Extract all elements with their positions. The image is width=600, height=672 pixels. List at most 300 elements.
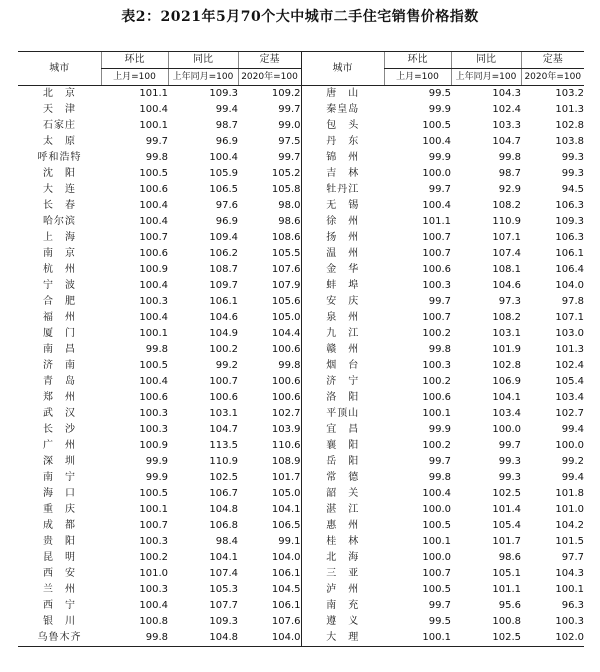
yoy-cell: 108.2: [492, 200, 521, 211]
base-cell: 102.0: [521, 630, 584, 647]
mom-cell: 100.6: [139, 248, 168, 259]
mom-cell: 100.3: [139, 584, 168, 595]
yoy-cell: 100.0: [492, 424, 521, 435]
mom-cell: 100.1: [384, 630, 451, 647]
city-name-cell: 太 原: [43, 136, 76, 147]
table-row: [18, 230, 584, 246]
yoy-cell: 100.2: [209, 344, 238, 355]
yoy-cell: 102.5: [209, 472, 238, 483]
table-row: [18, 294, 584, 310]
yoy-cell: 109.4: [209, 232, 238, 243]
base-cell: 99.3: [561, 152, 584, 163]
city-name-cell: 北 海: [301, 550, 384, 566]
yoy-cell: 106.7: [209, 488, 238, 499]
mom-cell: 99.8: [428, 344, 451, 355]
yoy-cell: 103.3: [492, 120, 521, 131]
yoy-cell: 104.8: [209, 504, 238, 515]
mom-cell: 100.3: [139, 536, 168, 547]
base-cell: 104.0: [238, 630, 301, 647]
yoy-cell: 108.7: [209, 264, 238, 275]
yoy-cell: 105.1: [492, 568, 521, 579]
city-name-cell: 成 都: [43, 520, 76, 531]
city-name-cell: 厦 门: [43, 328, 76, 339]
city-name-cell: 合 肥: [43, 296, 76, 307]
mom-cell: 100.6: [422, 392, 451, 403]
base-cell: 104.0: [555, 280, 584, 291]
mom-cell: 100.0: [422, 168, 451, 179]
city-name-cell: 青 岛: [43, 376, 76, 387]
city-name-cell: 长 春: [43, 200, 76, 211]
mom-cell: 100.2: [422, 376, 451, 387]
city-name-cell: 吉 林: [301, 166, 384, 182]
yoy-cell: 103.4: [492, 408, 521, 419]
city-name-cell: 济 宁: [301, 374, 384, 390]
city-name-cell: 泸 州: [301, 582, 384, 598]
mom-cell: 99.7: [428, 600, 451, 611]
mom-cell: 100.2: [139, 552, 168, 563]
table-row: [18, 438, 584, 454]
header-city-left: 城市: [18, 52, 101, 86]
table-row: [18, 118, 584, 134]
city-name-cell: 南 充: [301, 598, 384, 614]
base-cell: 107.9: [271, 280, 301, 291]
city-name-cell: 烟 台: [301, 358, 384, 374]
yoy-cell: 109.3: [209, 616, 238, 627]
mom-cell: 99.9: [145, 456, 168, 467]
table-row: [18, 502, 584, 518]
yoy-cell: 104.3: [492, 88, 521, 99]
city-name-cell: 丹 东: [301, 134, 384, 150]
yoy-cell: 100.7: [209, 376, 238, 387]
subheader-mom-left: 上月=100: [101, 69, 168, 86]
yoy-cell: 100.4: [209, 152, 238, 163]
base-cell: 103.9: [271, 424, 301, 435]
base-cell: 108.6: [271, 232, 301, 243]
mom-cell: 100.7: [422, 248, 451, 259]
city-name-cell: 金 华: [301, 262, 384, 278]
base-cell: 99.7: [278, 104, 301, 115]
city-name-cell: 西 宁: [43, 600, 76, 611]
mom-cell: 100.4: [422, 136, 451, 147]
yoy-cell: 98.4: [215, 536, 238, 547]
city-name-cell: 天 津: [43, 104, 76, 115]
yoy-cell: 105.9: [209, 168, 238, 179]
city-name-cell: 大 连: [43, 184, 76, 195]
mom-cell: 100.5: [139, 488, 168, 499]
city-name-cell: 扬 州: [301, 230, 384, 246]
mom-cell: 99.5: [428, 88, 451, 99]
yoy-cell: 104.6: [492, 280, 521, 291]
yoy-cell: 99.8: [498, 152, 521, 163]
yoy-cell: 106.1: [209, 296, 238, 307]
mom-cell: 99.7: [428, 456, 451, 467]
yoy-cell: 104.8: [168, 630, 238, 647]
mom-cell: 100.7: [139, 232, 168, 243]
yoy-cell: 101.1: [492, 584, 521, 595]
header-base-left: 定基: [238, 52, 301, 69]
city-name-cell: 贵 阳: [43, 536, 76, 547]
city-name-cell: 襄 阳: [301, 438, 384, 454]
base-cell: 104.5: [271, 584, 301, 595]
table-row: [18, 134, 584, 150]
yoy-cell: 104.7: [492, 136, 521, 147]
base-cell: 107.1: [555, 312, 584, 323]
city-name-cell: 桂 林: [301, 534, 384, 550]
table-row: [18, 614, 584, 630]
base-cell: 99.8: [278, 360, 301, 371]
city-name-cell: 蚌 埠: [301, 278, 384, 294]
base-cell: 94.5: [561, 184, 584, 195]
base-cell: 100.6: [271, 376, 301, 387]
mom-cell: 100.7: [422, 232, 451, 243]
yoy-cell: 104.1: [492, 392, 521, 403]
city-name-cell: 杭 州: [43, 264, 76, 275]
header-yoy-left: 同比: [168, 52, 238, 69]
table-row: [18, 102, 584, 118]
table-row: [18, 390, 584, 406]
table-row: [18, 454, 584, 470]
city-name-cell: 岳 阳: [301, 454, 384, 470]
mom-cell: 101.1: [422, 216, 451, 227]
mom-cell: 100.4: [422, 488, 451, 499]
base-cell: 101.3: [555, 344, 584, 355]
yoy-cell: 110.9: [209, 456, 238, 467]
city-name-cell: 福 州: [43, 312, 76, 323]
yoy-cell: 101.9: [492, 344, 521, 355]
yoy-cell: 108.1: [492, 264, 521, 275]
table-title: 表2：2021年5月70个大中城市二手住宅销售价格指数: [121, 9, 479, 25]
city-name-cell: 宁 波: [43, 280, 76, 291]
mom-cell: 100.2: [422, 440, 451, 451]
mom-cell: 100.5: [139, 168, 168, 179]
city-name-cell: 海 口: [43, 488, 76, 499]
base-cell: 102.4: [555, 360, 584, 371]
city-name-cell: 上 海: [43, 232, 76, 243]
yoy-cell: 100.8: [492, 616, 521, 627]
mom-cell: 100.5: [422, 520, 451, 531]
table-row: [18, 518, 584, 534]
yoy-cell: 107.4: [492, 248, 521, 259]
base-cell: 99.4: [561, 472, 584, 483]
yoy-cell: 92.9: [498, 184, 521, 195]
yoy-cell: 107.7: [209, 600, 238, 611]
base-cell: 104.0: [271, 552, 301, 563]
yoy-cell: 98.6: [498, 552, 521, 563]
city-name-cell: 常 德: [301, 470, 384, 486]
table-row: [18, 262, 584, 278]
mom-cell: 100.9: [139, 440, 168, 451]
table-row: [18, 486, 584, 502]
city-name-cell: 徐 州: [301, 214, 384, 230]
header-base-right: 定基: [521, 52, 584, 69]
city-name-cell: 赣 州: [301, 342, 384, 358]
city-name-cell: 牡丹江: [301, 182, 384, 198]
city-name-cell: 深 圳: [43, 456, 76, 467]
mom-cell: 100.4: [139, 600, 168, 611]
mom-cell: 100.1: [422, 408, 451, 419]
table-row: [18, 598, 584, 614]
header-row: [18, 52, 584, 69]
base-cell: 107.6: [271, 616, 301, 627]
base-cell: 106.1: [555, 248, 584, 259]
city-name-cell: 呼和浩特: [37, 152, 82, 163]
yoy-cell: 97.3: [498, 296, 521, 307]
header-mom-right: 环比: [384, 52, 451, 69]
price-index-table: [18, 51, 584, 647]
mom-cell: 100.7: [139, 520, 168, 531]
subheader-yoy-right: 上年同月=100: [451, 69, 521, 86]
mom-cell: 100.0: [422, 504, 451, 515]
base-cell: 101.7: [271, 472, 301, 483]
yoy-cell: 98.7: [215, 120, 238, 131]
base-cell: 105.0: [271, 312, 301, 323]
city-name-cell: 郑 州: [43, 392, 76, 403]
yoy-cell: 103.1: [209, 408, 238, 419]
base-cell: 106.1: [271, 568, 301, 579]
yoy-cell: 106.5: [209, 184, 238, 195]
city-name-cell: 遵 义: [301, 614, 384, 630]
table-row: [18, 374, 584, 390]
header-yoy-right: 同比: [451, 52, 521, 69]
mom-cell: 100.3: [139, 296, 168, 307]
table-row: [18, 326, 584, 342]
base-cell: 103.4: [555, 392, 584, 403]
mom-cell: 100.7: [422, 312, 451, 323]
mom-cell: 100.1: [139, 504, 168, 515]
header-mom-left: 环比: [101, 52, 168, 69]
header-city-right: 城市: [301, 52, 384, 86]
subheader-base-right: 2020年=100: [521, 69, 584, 86]
mom-cell: 99.9: [145, 472, 168, 483]
city-name-cell: 宜 昌: [301, 422, 384, 438]
yoy-cell: 107.4: [209, 568, 238, 579]
base-cell: 103.0: [555, 328, 584, 339]
mom-cell: 100.6: [139, 392, 168, 403]
city-name-cell: 南 京: [43, 248, 76, 259]
base-cell: 110.6: [271, 440, 301, 451]
table-row: [18, 566, 584, 582]
mom-cell: 100.5: [422, 584, 451, 595]
base-cell: 109.2: [271, 88, 301, 99]
table-row: [18, 214, 584, 230]
base-cell: 105.5: [271, 248, 301, 259]
base-cell: 102.7: [555, 408, 584, 419]
base-cell: 101.8: [555, 488, 584, 499]
city-name-cell: 银 川: [43, 616, 76, 627]
city-name-cell: 无 锡: [301, 198, 384, 214]
city-name-cell: 唐 山: [301, 86, 384, 103]
base-cell: 103.2: [555, 88, 584, 99]
table-row: [18, 182, 584, 198]
table-row: [18, 534, 584, 550]
city-name-cell: 沈 阳: [43, 168, 76, 179]
city-name-cell: 广 州: [43, 440, 76, 451]
mom-cell: 99.9: [428, 104, 451, 115]
yoy-cell: 109.7: [209, 280, 238, 291]
yoy-cell: 98.7: [498, 168, 521, 179]
city-name-cell: 九 江: [301, 326, 384, 342]
yoy-cell: 110.9: [492, 216, 521, 227]
yoy-cell: 99.2: [215, 360, 238, 371]
mom-cell: 100.1: [422, 536, 451, 547]
mom-cell: 100.4: [422, 200, 451, 211]
yoy-cell: 105.3: [209, 584, 238, 595]
base-cell: 103.8: [555, 136, 584, 147]
base-cell: 99.4: [561, 424, 584, 435]
mom-cell: 100.4: [139, 200, 168, 211]
base-cell: 108.9: [271, 456, 301, 467]
yoy-cell: 109.3: [209, 88, 238, 99]
yoy-cell: 106.9: [492, 376, 521, 387]
mom-cell: 100.3: [139, 408, 168, 419]
mom-cell: 100.3: [422, 280, 451, 291]
mom-cell: 100.3: [139, 424, 168, 435]
base-cell: 105.8: [271, 184, 301, 195]
base-cell: 97.8: [561, 296, 584, 307]
yoy-cell: 102.8: [492, 360, 521, 371]
table-row: [18, 150, 584, 166]
subheader-mom-right: 上月=100: [384, 69, 451, 86]
base-cell: 97.7: [561, 552, 584, 563]
table-row: [18, 246, 584, 262]
yoy-cell: 107.1: [492, 232, 521, 243]
mom-cell: 100.8: [139, 616, 168, 627]
mom-cell: 99.7: [428, 296, 451, 307]
city-name-cell: 大 理: [301, 630, 384, 647]
mom-cell: 99.8: [101, 630, 168, 647]
base-cell: 101.5: [555, 536, 584, 547]
yoy-cell: 101.7: [492, 536, 521, 547]
city-name-cell: 惠 州: [301, 518, 384, 534]
mom-cell: 101.0: [139, 568, 168, 579]
mom-cell: 100.0: [422, 552, 451, 563]
city-name-cell: 包 头: [301, 118, 384, 134]
base-cell: 100.0: [555, 440, 584, 451]
mom-cell: 99.8: [145, 152, 168, 163]
table-row: [18, 630, 584, 647]
city-name-cell: 泉 州: [301, 310, 384, 326]
city-name-cell: 安 庆: [301, 294, 384, 310]
city-name-cell: 韶 关: [301, 486, 384, 502]
base-cell: 100.3: [555, 616, 584, 627]
city-name-cell: 洛 阳: [301, 390, 384, 406]
yoy-cell: 106.2: [209, 248, 238, 259]
city-name-cell: 南 宁: [43, 472, 76, 483]
base-cell: 99.0: [278, 120, 301, 131]
base-cell: 99.1: [278, 536, 301, 547]
yoy-cell: 101.4: [492, 504, 521, 515]
city-name-cell: 武 汉: [43, 408, 76, 419]
city-name-cell: 北 京: [43, 88, 76, 99]
yoy-cell: 106.8: [209, 520, 238, 531]
mom-cell: 101.1: [139, 88, 168, 99]
table-row: [18, 358, 584, 374]
mom-cell: 99.9: [428, 152, 451, 163]
city-name-cell: 平顶山: [301, 406, 384, 422]
mom-cell: 99.7: [145, 136, 168, 147]
city-name-cell: 兰 州: [43, 584, 76, 595]
yoy-cell: 100.6: [209, 392, 238, 403]
base-cell: 107.6: [271, 264, 301, 275]
table-row: [18, 278, 584, 294]
mom-cell: 99.7: [428, 184, 451, 195]
base-cell: 102.8: [555, 120, 584, 131]
base-cell: 104.1: [271, 504, 301, 515]
table-row: [18, 582, 584, 598]
yoy-cell: 99.4: [215, 104, 238, 115]
city-name-cell: 哈尔滨: [43, 216, 76, 227]
base-cell: 99.7: [278, 152, 301, 163]
base-cell: 105.2: [271, 168, 301, 179]
yoy-cell: 102.5: [492, 488, 521, 499]
base-cell: 104.2: [555, 520, 584, 531]
city-name-cell: 锦 州: [301, 150, 384, 166]
mom-cell: 100.6: [422, 264, 451, 275]
city-name-cell: 乌鲁木齐: [18, 630, 101, 647]
base-cell: 99.2: [561, 456, 584, 467]
yoy-cell: 104.7: [209, 424, 238, 435]
city-name-cell: 秦皇岛: [301, 102, 384, 118]
base-cell: 97.5: [278, 136, 301, 147]
base-cell: 98.6: [278, 216, 301, 227]
base-cell: 101.3: [555, 104, 584, 115]
mom-cell: 100.4: [139, 312, 168, 323]
base-cell: 106.3: [555, 232, 584, 243]
table-row: [18, 406, 584, 422]
table-row: [18, 198, 584, 214]
yoy-cell: 103.1: [492, 328, 521, 339]
city-name-cell: 三 亚: [301, 566, 384, 582]
base-cell: 105.6: [271, 296, 301, 307]
city-name-cell: 长 沙: [43, 424, 76, 435]
mom-cell: 100.3: [422, 360, 451, 371]
yoy-cell: 105.4: [492, 520, 521, 531]
city-name-cell: 西 安: [43, 568, 76, 579]
mom-cell: 100.1: [139, 328, 168, 339]
base-cell: 104.4: [271, 328, 301, 339]
subheader-yoy-left: 上年同月=100: [168, 69, 238, 86]
yoy-cell: 96.9: [215, 136, 238, 147]
yoy-cell: 99.3: [498, 456, 521, 467]
city-name-cell: 湛 江: [301, 502, 384, 518]
base-cell: 102.7: [271, 408, 301, 419]
city-name-cell: 济 南: [43, 360, 76, 371]
table-row: [18, 86, 584, 103]
mom-cell: 100.7: [422, 568, 451, 579]
mom-cell: 99.9: [428, 424, 451, 435]
base-cell: 100.6: [271, 392, 301, 403]
yoy-cell: 95.6: [498, 600, 521, 611]
base-cell: 104.3: [555, 568, 584, 579]
city-name-cell: 重 庆: [43, 504, 76, 515]
city-name-cell: 温 州: [301, 246, 384, 262]
mom-cell: 100.2: [422, 328, 451, 339]
yoy-cell: 104.9: [209, 328, 238, 339]
city-name-cell: 昆 明: [43, 552, 76, 563]
base-cell: 105.4: [555, 376, 584, 387]
city-name-cell: 南 昌: [43, 344, 76, 355]
base-cell: 105.0: [271, 488, 301, 499]
subheader-base-left: 2020年=100: [238, 69, 301, 86]
mom-cell: 100.4: [139, 216, 168, 227]
mom-cell: 100.4: [139, 280, 168, 291]
table-row: [18, 470, 584, 486]
mom-cell: 99.8: [428, 472, 451, 483]
yoy-cell: 102.4: [492, 104, 521, 115]
base-cell: 100.6: [271, 344, 301, 355]
base-cell: 101.0: [555, 504, 584, 515]
yoy-cell: 96.9: [215, 216, 238, 227]
